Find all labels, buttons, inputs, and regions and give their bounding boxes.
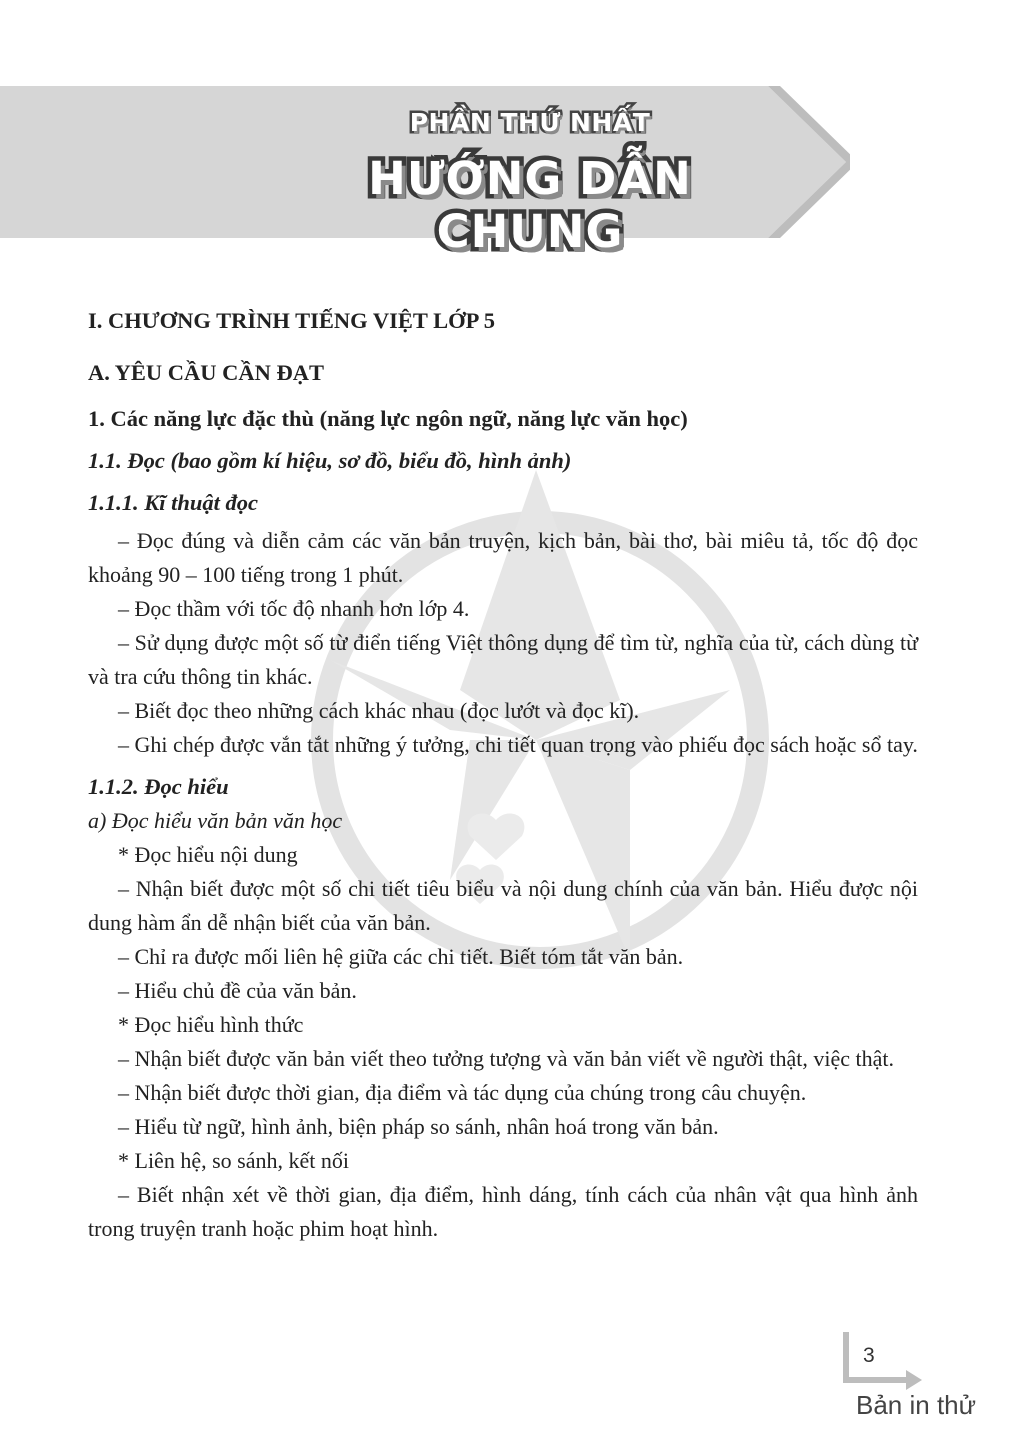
list-item: – Nhận biết được một số chi tiết tiêu biểu và nội dung chính của văn bản. Hiểu được nội dung hàm ẩn dễ nhận biết của văn bản.	[88, 876, 918, 935]
content-heading: * Đọc hiểu nội dung	[118, 842, 298, 867]
list-item: – Hiểu từ ngữ, hình ảnh, biện pháp so sánh, nhân hoá trong văn bản.	[118, 1114, 719, 1139]
reading-technique-list	[88, 524, 918, 762]
list-item: – Hiểu chủ đề của văn bản.	[118, 978, 357, 1003]
literary-reading-heading: a) Đọc hiểu văn bản văn học	[88, 808, 343, 833]
list-item: – Đọc thầm với tốc độ nhanh hơn lớp 4.	[118, 596, 470, 621]
connect-heading: * Liên hệ, so sánh, kết nối	[118, 1148, 349, 1173]
item-heading-1-1-1: 1.1.1. Kĩ thuật đọc	[88, 490, 259, 515]
part-title: HƯỚNG DẪN CHUNG	[368, 152, 692, 258]
list-item: – Sử dụng được một số từ điển tiếng Việt thông dụng để tìm từ, nghĩa của từ, cách dùng từ và tra cứu thông tin khác.	[88, 630, 918, 689]
page-number: 3	[863, 1344, 875, 1367]
part-label: PHẦN THỨ NHẤT	[409, 108, 651, 137]
list-item: – Biết nhận xét về thời gian, địa điểm, hình dáng, tính cách của nhân vật qua hình ảnh trong truyện tranh hoặc phim hoạt hình.	[88, 1182, 918, 1241]
list-item: – Đọc đúng và diễn cảm các văn bản truyện, kịch bản, bài thơ, bài miêu tả, tốc độ đọc khoảng 90 – 100 tiếng trong 1 phút.	[88, 528, 918, 587]
list-item: – Chỉ ra được mối liên hệ giữa các chi tiết. Biết tóm tắt văn bản.	[118, 944, 684, 969]
subsection-title: A. YÊU CẦU CẦN ĐẠT	[88, 360, 325, 385]
main-content	[88, 304, 918, 1246]
proof-stamp: Bản in thử	[856, 1390, 977, 1420]
list-item: – Ghi chép được vắn tắt những ý tưởng, chi tiết quan trọng vào phiếu đọc sách hoặc sổ tay.	[118, 732, 918, 757]
list-item: – Nhận biết được văn bản viết theo tưởng tượng và văn bản viết về người thật, việc thật.	[118, 1046, 895, 1071]
list-item: – Nhận biết được thời gian, địa điểm và tác dụng của chúng trong câu chuyện.	[118, 1080, 807, 1105]
form-heading: * Đọc hiểu hình thức	[118, 1012, 304, 1037]
section-title: I. CHƯƠNG TRÌNH TIẾNG VIỆT LỚP 5	[88, 308, 495, 333]
item-heading-1-1-2: 1.1.2. Đọc hiểu	[88, 774, 229, 799]
item-heading-1-1: 1.1. Đọc (bao gồm kí hiệu, sơ đồ, biểu đồ, hình ảnh)	[88, 448, 572, 473]
item-heading-1: 1. Các năng lực đặc thù (năng lực ngôn ngữ, năng lực văn học)	[88, 406, 688, 431]
list-item: – Biết đọc theo những cách khác nhau (đọc lướt và đọc kĩ).	[118, 698, 640, 723]
